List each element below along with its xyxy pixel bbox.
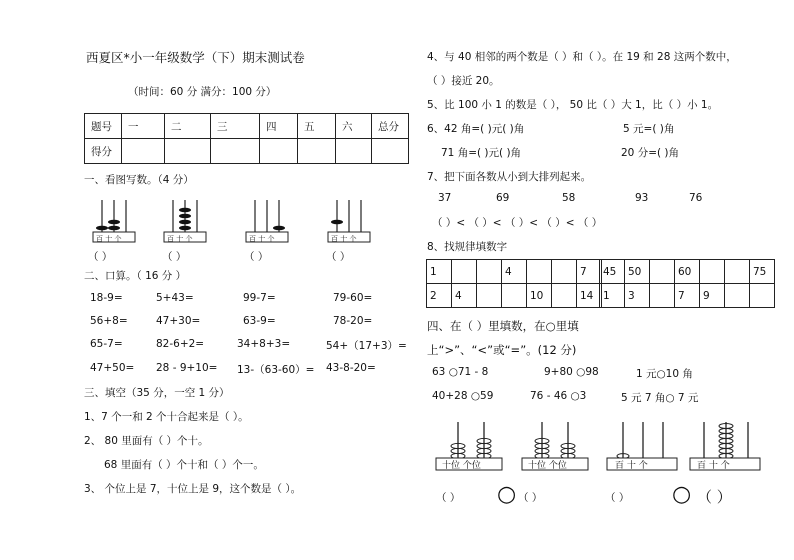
grid-cell: 14 (577, 284, 602, 308)
grid-cell[interactable] (527, 260, 552, 284)
calc-item: 54+（17+3）= (326, 340, 407, 352)
calc-item: 63-9= (243, 315, 276, 327)
abacus-label: 百 十 个 (96, 235, 122, 243)
pattern-grid-1 (426, 259, 602, 308)
calc-item: 47+30= (156, 315, 201, 327)
answer-blank[interactable]: （ ） (697, 488, 732, 506)
table-cell: 三 (211, 114, 260, 139)
answer-blank[interactable]: （ ） (518, 492, 543, 504)
answer-blank[interactable]: （ ） (162, 251, 187, 263)
grid-cell: 45 (600, 260, 625, 284)
table-cell: 一 (122, 114, 165, 139)
q7-number: 69 (496, 192, 510, 204)
abacus-label: 百 十 个 (331, 235, 357, 243)
table-row (427, 284, 602, 308)
pattern-grid-2 (599, 259, 775, 308)
abacus-label: 百 十 个 (697, 461, 730, 471)
q7-number: 58 (562, 192, 576, 204)
calc-item: 56+8= (90, 315, 128, 327)
page-title: 西夏区*小一年级数学（下）期末测试卷 (86, 50, 305, 65)
answer-blank[interactable]: （ ） (605, 492, 630, 504)
question-6c: 71 角=( )元( )角 (441, 147, 522, 159)
calc-item: 47+50= (90, 362, 135, 374)
compare-item[interactable]: 1 元○10 角 (636, 368, 693, 380)
answer-blank[interactable]: （ ） (244, 251, 269, 263)
section-1-title: 一、看图写数。（4 分） (84, 174, 194, 186)
table-cell: 六 (336, 114, 372, 139)
calc-item: 13-（63-60）= (237, 364, 315, 376)
grid-cell: 1 (600, 284, 625, 308)
grid-cell: 60 (675, 260, 700, 284)
q7-number: 93 (635, 192, 649, 204)
question-5: 5、比 100 小 1 的数是（ ）， 50 比（ ）大 1，比（ ）小 1。 (427, 99, 719, 111)
abacus-label: 十位 个位 (528, 461, 567, 471)
grid-cell: 1 (427, 260, 452, 284)
grid-cell: 50 (625, 260, 650, 284)
q7-number: 76 (689, 192, 703, 204)
grid-cell: 4 (502, 260, 527, 284)
section-4-title: 四、在（ ）里填数，在○里填 (427, 319, 579, 333)
calc-item: 65-7= (90, 338, 123, 350)
section-4-title-2: 上“>”、“<”或“=”。(12 分) (427, 343, 577, 357)
calc-item: 99-7= (243, 292, 276, 304)
calc-item: 28 - 9+10= (156, 362, 218, 374)
table-row (600, 260, 775, 284)
question-6a: 6、42 角=( )元( )角 (427, 123, 525, 135)
calc-item: 79-60= (333, 292, 373, 304)
grid-cell[interactable] (725, 260, 750, 284)
table-row (85, 139, 409, 164)
compare-item[interactable]: 40+28 ○59 (432, 390, 494, 402)
q7-number: 37 (438, 192, 452, 204)
score-table (84, 113, 409, 164)
q7-answer-line[interactable]: （ ）< （ ）< （ ）< （ ）< （ ） (432, 217, 603, 229)
grid-cell[interactable] (552, 284, 577, 308)
compare-item[interactable]: 63 ○71 - 8 (432, 366, 489, 378)
table-cell: 得分 (85, 139, 122, 164)
table-cell: 总分 (372, 114, 409, 139)
abacus-label: 百 十 个 (167, 235, 193, 243)
section-3-title: 三、填空（35 分，一空 1 分） (84, 387, 230, 399)
score-input-cell[interactable] (372, 139, 409, 164)
question-6b: 5 元=( )角 (623, 123, 675, 135)
exam-meta: （时间：60 分 满分：100 分） (128, 86, 277, 98)
grid-cell[interactable] (725, 284, 750, 308)
calc-item: 43-8-20= (326, 362, 376, 374)
calc-item: 18-9= (90, 292, 123, 304)
grid-cell: 75 (750, 260, 775, 284)
question-2b: 68 里面有（ ）个十和（ ）个一。 (104, 459, 264, 471)
compare-item[interactable]: 76 - 46 ○3 (530, 390, 587, 402)
abacus-label: 十位 个位 (442, 461, 481, 471)
question-7: 7、把下面各数从小到大排列起来。 (427, 171, 592, 183)
abacus-label: 百 十 个 (615, 461, 648, 471)
table-row (427, 260, 602, 284)
grid-cell: 9 (700, 284, 725, 308)
score-input-cell[interactable] (211, 139, 260, 164)
score-input-cell[interactable] (260, 139, 298, 164)
question-4a: 4、与 40 相邻的两个数是（ ）和（ ）。在 19 和 28 这两个数中， (427, 51, 737, 63)
score-input-cell[interactable] (122, 139, 165, 164)
compare-item[interactable]: 9+80 ○98 (544, 366, 599, 378)
abacus-label: 百 十 个 (249, 235, 275, 243)
question-2a: 2、 80 里面有（ ）个十。 (84, 435, 209, 447)
table-row (600, 284, 775, 308)
grid-cell[interactable] (477, 260, 502, 284)
grid-cell: 7 (675, 284, 700, 308)
grid-cell[interactable] (477, 284, 502, 308)
section-2-title: 二、口算。（ 16 分 ） (84, 270, 187, 282)
grid-cell[interactable] (700, 260, 725, 284)
grid-cell[interactable] (650, 284, 675, 308)
table-cell: 二 (165, 114, 211, 139)
grid-cell: 3 (625, 284, 650, 308)
calc-item: 78-20= (333, 315, 373, 327)
question-8: 8、找规律填数字 (427, 241, 508, 253)
answer-blank[interactable]: （ ） (88, 251, 113, 263)
compare-circle-icon[interactable]: ○ (672, 482, 692, 507)
compare-item[interactable]: 5 元 7 角○ 7 元 (621, 392, 699, 404)
calc-item: 82-6+2= (156, 338, 205, 350)
grid-cell[interactable] (502, 284, 527, 308)
question-4b: （ ）接近 20。 (427, 75, 500, 87)
grid-cell: 4 (452, 284, 477, 308)
answer-blank[interactable]: （ ） (326, 251, 351, 263)
table-cell: 五 (298, 114, 336, 139)
question-3: 3、 个位上是 7，十位上是 9，这个数是（ ）。 (84, 483, 302, 495)
grid-cell[interactable] (650, 260, 675, 284)
grid-cell: 10 (527, 284, 552, 308)
question-6d: 20 分=( )角 (621, 147, 680, 159)
calc-item: 34+8+3= (237, 338, 291, 350)
table-row (85, 114, 409, 139)
calc-item: 5+43= (156, 292, 194, 304)
score-input-cell[interactable] (165, 139, 211, 164)
score-input-cell[interactable] (336, 139, 372, 164)
answer-blank[interactable]: （ ） (436, 492, 461, 504)
grid-cell[interactable] (552, 260, 577, 284)
question-1: 1、7 个一和 2 个十合起来是（ ）。 (84, 411, 249, 423)
grid-cell: 7 (577, 260, 602, 284)
score-input-cell[interactable] (298, 139, 336, 164)
compare-circle-icon[interactable]: ○ (497, 482, 517, 507)
grid-cell: 2 (427, 284, 452, 308)
table-cell: 题号 (85, 114, 122, 139)
grid-cell[interactable] (750, 284, 775, 308)
table-cell: 四 (260, 114, 298, 139)
grid-cell[interactable] (452, 260, 477, 284)
